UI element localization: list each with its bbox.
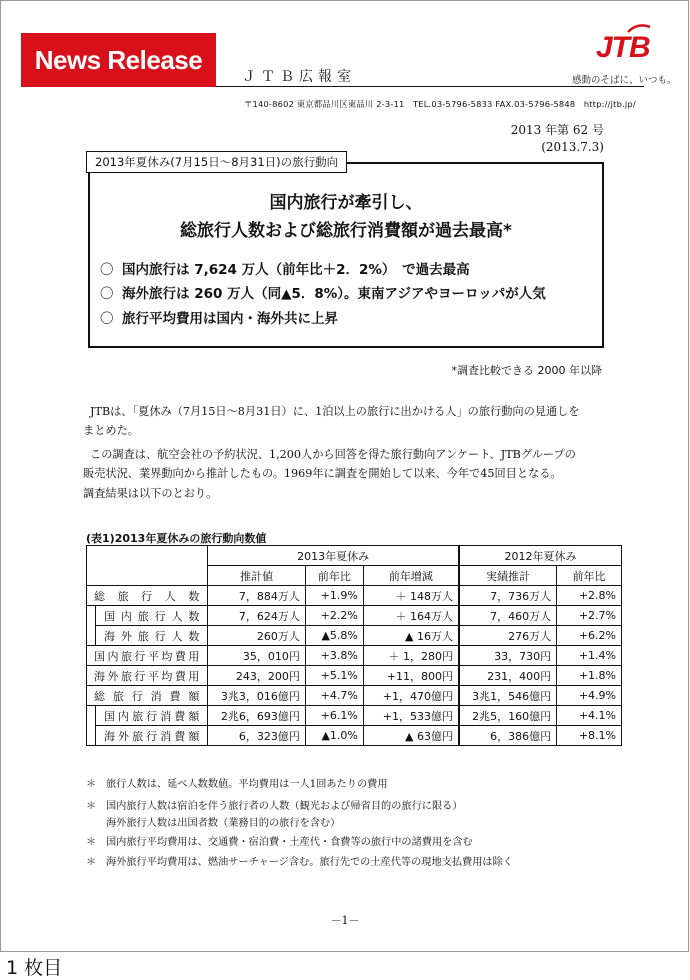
cell-estimate: 3兆3，016億円 [208,686,306,706]
cell-yoy-2012: +1.4% [557,646,622,666]
cell-yoy: +1.9% [305,586,363,606]
asterisk-icon: ＊ [86,837,97,848]
row-label: 海外旅行人数 [95,626,207,646]
table-caption: (表1)2013年夏休みの旅行動向数値 [86,532,267,545]
body-paragraph-2-end: 調査結果は以下のとおり。 [83,487,218,500]
indent-cell [87,626,96,646]
cell-diff: ＋ 148万人 [363,586,459,606]
indent-cell [87,606,96,626]
cell-actual: 33，730円 [459,646,557,666]
cell-yoy-2012: +4.1% [557,706,622,726]
bullet-item [100,282,546,302]
cell-diff: +11，800円 [363,666,459,686]
circle-bullet-icon: 〇 [100,286,114,302]
cell-yoy: +2.2% [305,606,363,626]
asterisk-icon: ＊ [86,801,97,812]
cell-yoy: +6.1% [305,706,363,726]
note-text: 海外旅行平均費用は、燃油サーチャージ含む。旅行先での土産代等の現地支払費用は除く [106,857,513,868]
table-row [87,626,622,646]
cell-estimate: 7，624万人 [208,606,306,626]
body-paragraph-2-cont: 販売状況、業界動向から推計したもの。1969年に調査を開始して以来、今年で45回目となる。 [83,467,562,480]
cell-yoy: ▲1.0% [305,726,363,746]
bullet-text: 海外旅行は 260 万人（同▲5．8%）。東南アジアやヨーロッパが人気 [122,286,546,302]
indent-cell [87,726,96,746]
news-release-banner: News Release [21,33,216,87]
cell-estimate: 6，323億円 [208,726,306,746]
summary-tab: 2013年夏休み(7月15日～8月31日)の旅行動向 [86,151,347,173]
row-label: 海外旅行消費額 [95,726,207,746]
table-row [87,646,622,666]
circle-bullet-icon: 〇 [100,262,114,278]
row-label: 国内旅行平均費用 [87,646,208,666]
indent-cell [87,706,96,726]
cell-yoy-2012: +6.2% [557,626,622,646]
cell-actual: 231，400円 [459,666,557,686]
col-diff: 前年増減 [363,566,459,586]
page-number: －1－ [330,914,360,927]
asterisk-icon: ＊ [86,857,97,868]
headline-line-1: 国内旅行が牽引し、 [269,193,423,213]
note-text: 国内旅行平均費用は、交通費・宿泊費・土産代・食費等の旅行中の諸費用を含む [106,837,473,848]
cell-diff: ＋ 164万人 [363,606,459,626]
contact-address: 〒140-8602 東京都品川区東品川 2-3-11 TEL.03-5796-5833 FAX.03-5796-5848 http://jtb.jp/ [244,99,636,109]
note-item [86,833,473,848]
bullet-item [100,307,338,327]
table-row [87,726,622,746]
row-label: 総旅行人数 [87,586,208,606]
headline-line-2: 総旅行人数および総旅行消費額が過去最高* [180,221,512,241]
department-name: ＪＴＢ広報室 [242,69,356,85]
cell-yoy-2012: +1.8% [557,666,622,686]
table-header-row [87,546,622,566]
col-estimate: 推計値 [208,566,306,586]
bullet-text: 国内旅行は 7,624 万人（前年比＋2．2%） で過去最高 [122,262,470,278]
row-label: 総旅行消費額 [87,686,208,706]
row-label: 海外旅行平均費用 [87,666,208,686]
cell-estimate: 260万人 [208,626,306,646]
cell-yoy: +4.7% [305,686,363,706]
asterisk-icon: ＊ [86,779,97,790]
table-row [87,666,622,686]
note-item [86,797,463,812]
cell-diff: ▲ 63億円 [363,726,459,746]
table-row [87,586,622,606]
table-row [87,606,622,626]
cell-actual: 2兆5，160億円 [459,706,557,726]
col-yoy: 前年比 [305,566,363,586]
cell-estimate: 2兆6，693億円 [208,706,306,726]
cell-diff: ▲ 16万人 [363,626,459,646]
document-date: (2013.7.3) [541,140,604,154]
sheet-label: 1 枚目 [6,957,63,979]
note-text: 海外旅行人数は出国者数（業務目的の旅行を含む） [106,818,341,829]
table-corner-cell [87,546,208,586]
cell-yoy: +3.8% [305,646,363,666]
note-text: 国内旅行人数は宿泊を伴う旅行者の人数（観光および帰省目的の旅行に限る） [106,801,463,812]
logo-tagline: 感動のそばに、いつも。 [572,75,677,86]
body-paragraph-1-cont: まとめた。 [83,424,139,437]
cell-yoy: ▲5.8% [305,626,363,646]
cell-estimate: 35，010円 [208,646,306,666]
cell-actual: 3兆1，546億円 [459,686,557,706]
cell-estimate: 7，884万人 [208,586,306,606]
body-paragraph-1: JTBは、「夏休み（7月15日～8月31日）に、1泊以上の旅行に出かける人」の旅行動向の見通しを [90,405,580,418]
survey-footnote: *調査比較できる 2000 年以降 [451,364,602,377]
table-row [87,706,622,726]
note-item [86,775,388,790]
note-text: 旅行人数は、延べ人数数値。平均費用は一人1回あたりの費用 [106,779,388,790]
jtb-logo: JTB [596,31,650,64]
bullet-item [100,258,470,278]
header-rule [216,86,644,87]
row-label: 国内旅行人数 [95,606,207,626]
body-paragraph-2: この調査は、航空会社の予約状況、1,200人から回答を得た旅行動向アンケート、JTBグループの [90,448,576,461]
cell-diff: +1，470億円 [363,686,459,706]
circle-bullet-icon: 〇 [100,311,114,327]
cell-yoy-2012: +4.9% [557,686,622,706]
note-item [86,853,513,868]
cell-yoy-2012: +2.8% [557,586,622,606]
cell-yoy-2012: +8.1% [557,726,622,746]
cell-diff: +1，533億円 [363,706,459,726]
header-2013: 2013年夏休み [208,546,459,566]
cell-yoy: +5.1% [305,666,363,686]
travel-stats-table [86,545,622,746]
col-actual: 実績推計 [459,566,557,586]
document-number: 2013 年第 62 号 [510,123,604,137]
cell-estimate: 243，200円 [208,666,306,686]
table-row [87,686,622,706]
row-label: 国内旅行消費額 [95,706,207,726]
cell-diff: ＋ 1，280円 [363,646,459,666]
col-yoy-2012: 前年比 [557,566,622,586]
cell-actual: 7，736万人 [459,586,557,606]
bullet-text: 旅行平均費用は国内・海外共に上昇 [122,311,338,327]
note-item [86,814,340,829]
cell-actual: 7，460万人 [459,606,557,626]
logo-swoosh-icon [626,24,652,34]
cell-actual: 6，386億円 [459,726,557,746]
header-2012: 2012年夏休み [459,546,622,566]
cell-actual: 276万人 [459,626,557,646]
cell-yoy-2012: +2.7% [557,606,622,626]
